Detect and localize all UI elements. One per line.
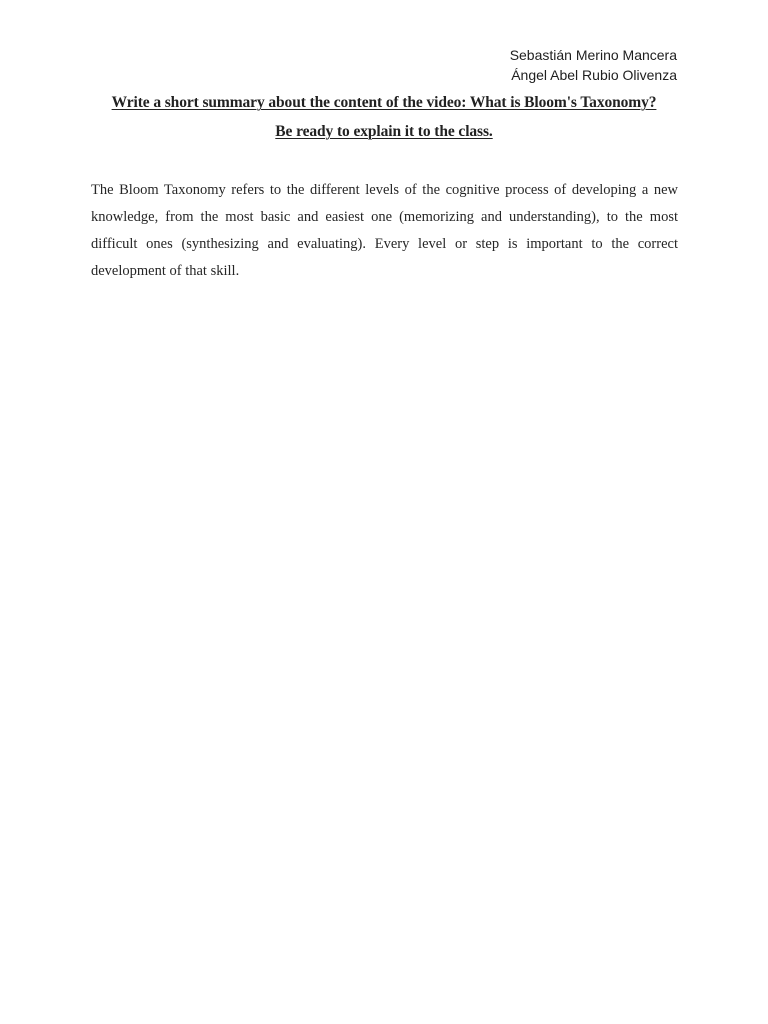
author-block [510, 45, 677, 85]
author-name: Sebastián Merino Mancera [509, 47, 677, 63]
summary-paragraph: The Bloom Taxonomy refers to the different levels of the cognitive process of developing a new knowledge, from the most basic and easiest one (memorizing and understanding), to the most difficult ones (synthesizing and evaluating). Every level or step is important to the correct development of that skill. [91, 182, 678, 279]
assignment-title-line-1: Write a short summary about the content of the video: What is Bloom's Taxonomy? [111, 94, 657, 111]
assignment-title-line-2: Be ready to explain it to the class. [275, 123, 493, 140]
author-name: Ángel Abel Rubio Olivenza [511, 67, 677, 83]
